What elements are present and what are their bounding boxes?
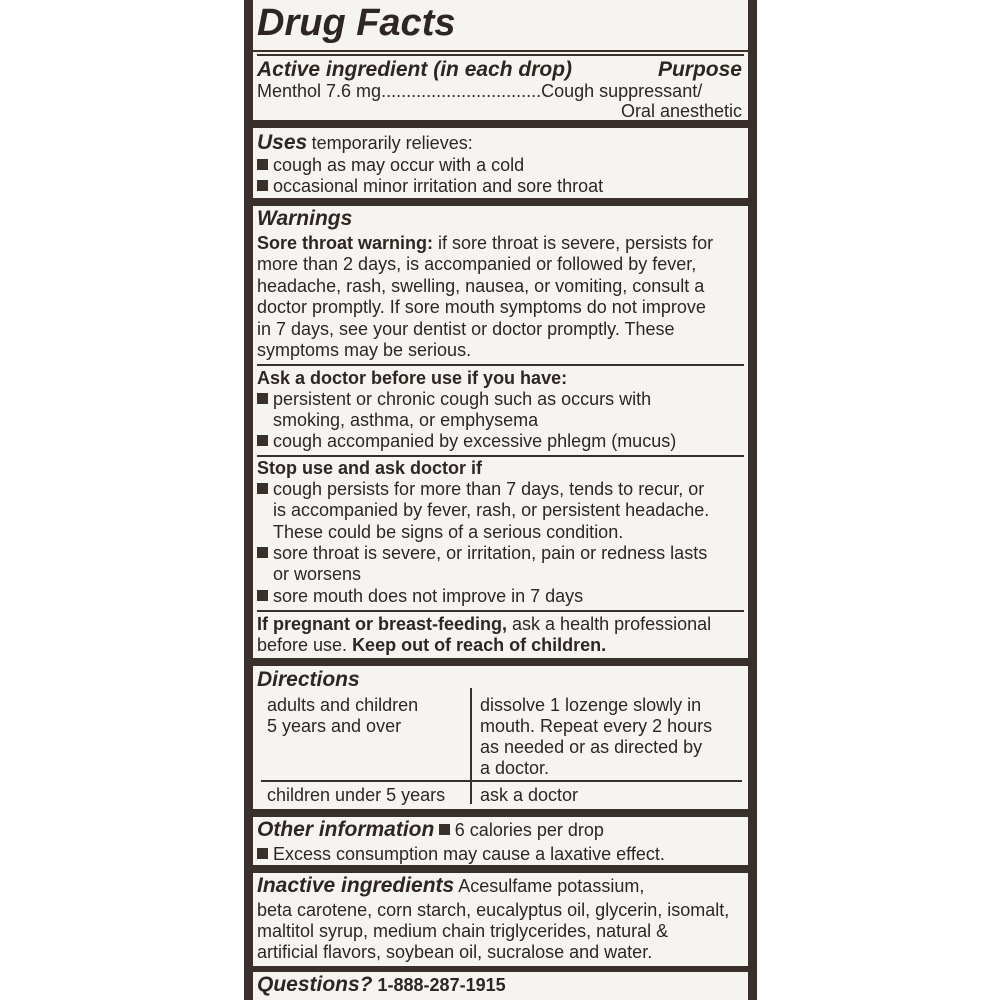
stop-use-heading: Stop use and ask doctor if <box>257 458 483 478</box>
warning-line: in 7 days, see your dentist or doctor promptly. These <box>257 319 675 339</box>
list-item-continuation: These could be signs of a serious condition. <box>273 522 624 542</box>
inactive-heading: Inactive ingredients <box>257 874 455 897</box>
directions-box <box>253 666 748 809</box>
bullet-square-icon <box>257 435 268 446</box>
other-info-line: Other information 6 calories per drop <box>257 818 604 841</box>
active-ingredient-heading: Active ingredient (in each drop) <box>257 58 573 81</box>
warning-line: symptoms may be serious. <box>257 340 472 360</box>
bullet-square-icon <box>257 393 268 404</box>
directions-age-group: adults and children <box>267 695 419 715</box>
bullet-square-icon <box>257 848 268 859</box>
other-info-heading: Other information <box>257 818 435 841</box>
list-item-continuation: or worsens <box>273 564 362 584</box>
uses-heading: Uses <box>257 131 308 154</box>
list-item: cough as may occur with a cold <box>257 156 524 174</box>
list-item: cough accompanied by excessive phlegm (mucus) <box>257 432 676 450</box>
active-ingredient-line: Menthol 7.6 mg................................Cough suppressant/ <box>257 81 703 101</box>
keep-out-line: before use. Keep out of reach of children. <box>257 635 607 655</box>
ask-doctor-heading: Ask a doctor before use if you have: <box>257 368 568 388</box>
warning-line: doctor promptly. If sore mouth symptoms do not improve <box>257 297 706 317</box>
warning-line: more than 2 days, is accompanied or followed by fever, <box>257 254 697 274</box>
active-ingredient-box <box>253 52 748 120</box>
list-item: occasional minor irritation and sore throat <box>257 177 603 195</box>
directions-instruction: a doctor. <box>480 758 550 778</box>
directions-instruction: ask a doctor <box>480 785 579 805</box>
list-item-continuation: is accompanied by fever, rash, or persistent headache. <box>273 500 710 520</box>
directions-instruction: as needed or as directed by <box>480 737 703 757</box>
bullet-square-icon <box>257 180 268 191</box>
page-title: Drug Facts <box>257 2 456 44</box>
warning-line: headache, rash, swelling, nausea, or vomiting, consult a <box>257 276 705 296</box>
list-item: persistent or chronic cough such as occurs with <box>257 390 651 408</box>
inactive-line: maltitol syrup, medium chain triglycerides, natural & <box>257 921 669 941</box>
drug-facts-label <box>244 0 757 1000</box>
phone-number: 1-888-287-1915 <box>372 975 506 995</box>
list-item: Excess consumption may cause a laxative effect. <box>257 845 665 863</box>
other-information-box <box>253 817 748 865</box>
warnings-heading: Warnings <box>257 207 353 230</box>
list-item: cough persists for more than 7 days, tends to recur, or <box>257 480 704 498</box>
inactive-ingredients-box <box>253 873 748 966</box>
bullet-square-icon <box>257 159 268 170</box>
sore-throat-warning: Sore throat warning: if sore throat is severe, persists for <box>257 233 714 253</box>
uses-box <box>253 128 748 198</box>
inactive-line: beta carotene, corn starch, eucalyptus oil, glycerin, isomalt, <box>257 900 730 920</box>
title-box <box>253 0 748 50</box>
directions-heading: Directions <box>257 668 360 691</box>
bullet-square-icon <box>439 824 450 835</box>
questions-line <box>257 974 506 995</box>
list-item-continuation: smoking, asthma, or emphysema <box>273 410 539 430</box>
questions-box <box>253 972 748 1000</box>
list-item: sore mouth does not improve in 7 days <box>257 587 583 605</box>
directions-instruction: mouth. Repeat every 2 hours <box>480 716 713 736</box>
directions-age-group: 5 years and over <box>267 716 402 736</box>
uses-line <box>257 132 473 153</box>
purpose-heading: Purpose <box>657 58 742 81</box>
pregnancy-warning: If pregnant or breast-feeding, ask a health professional <box>257 614 712 634</box>
bullet-square-icon <box>257 590 268 601</box>
directions-instruction: dissolve 1 lozenge slowly in <box>480 695 702 715</box>
inactive-line: artificial flavors, soybean oil, sucralose and water. <box>257 942 653 962</box>
uses-intro: temporarily relieves: <box>311 133 473 153</box>
inactive-line: Inactive ingredients Acesulfame potassium, <box>257 874 645 897</box>
warnings-box <box>253 206 748 658</box>
bullet-square-icon <box>257 483 268 494</box>
bullet-square-icon <box>257 547 268 558</box>
directions-age-group: children under 5 years <box>267 785 446 805</box>
list-item: sore throat is severe, or irritation, pain or redness lasts <box>257 544 707 562</box>
questions-heading: Questions? <box>257 973 373 996</box>
purpose-line2: Oral anesthetic <box>620 101 742 120</box>
